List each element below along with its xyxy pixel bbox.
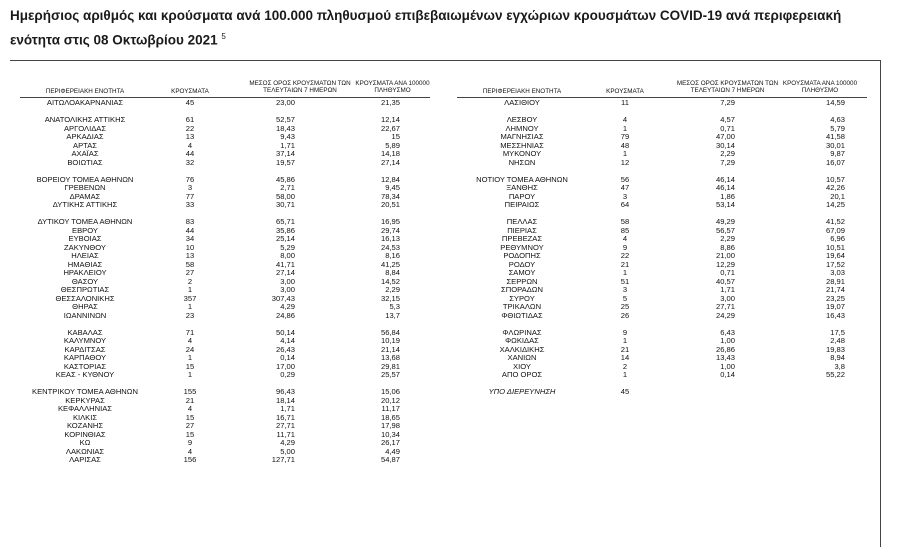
region-name: ΑΠΟ ΟΡΟΣ: [501, 370, 543, 379]
cases-per-100k: 29,81: [380, 361, 400, 371]
cases-count: 4: [187, 404, 193, 413]
region-name: ΘΗΡΑΣ: [72, 302, 98, 311]
cases-per-100k: 24,53: [380, 242, 400, 252]
cases-count: 4: [622, 115, 628, 124]
seven-day-average: 65,71: [275, 217, 295, 226]
table-row: [10, 455, 881, 465]
seven-day-average: 7,29: [720, 157, 735, 167]
seven-day-average: 46,14: [715, 183, 735, 192]
cases-per-100k: 3,8: [834, 361, 845, 371]
cases-per-100k: 15: [391, 132, 400, 141]
region-name: ΡΕΘΥΜΝΟΥ: [500, 242, 544, 252]
seven-day-average: 1,86: [720, 191, 735, 201]
region-name: ΡΟΔΟΠΗΣ: [503, 251, 541, 260]
region-name: ΔΥΤΙΚΟΥ ΤΟΜΕΑ ΑΘΗΝΩΝ: [37, 217, 133, 226]
region-name: ΚΕΦΑΛΛΗΝΙΑΣ: [57, 404, 113, 413]
region-name: ΚΩ: [79, 438, 91, 447]
cases-per-100k: 4,49: [385, 446, 400, 456]
cases-count: 56: [620, 174, 630, 184]
region-name: ΧΙΟΥ: [513, 361, 531, 371]
cases-per-100k: 14,18: [380, 149, 400, 158]
region-name: ΜΑΓΝΗΣΙΑΣ: [500, 132, 544, 141]
cases-count: 32: [185, 157, 195, 167]
cases-count: 27: [185, 421, 195, 430]
cases-count: 51: [620, 276, 630, 286]
cases-count: 4: [187, 140, 193, 150]
left-header-cases: ΚΡΟΥΣΜΑΤΑ: [171, 88, 209, 95]
cases-count: 1: [187, 370, 193, 379]
cases-per-100k: 6,96: [830, 234, 845, 243]
region-name: ΛΑΣΙΘΙΟΥ: [504, 98, 540, 107]
seven-day-average: 26,86: [715, 344, 735, 354]
cases-per-100k: 41,25: [380, 259, 400, 269]
cases-count: 61: [185, 115, 195, 124]
cases-per-100k: 27,14: [380, 157, 400, 167]
seven-day-average: 1,00: [720, 336, 735, 345]
region-name: ΛΗΜΝΟΥ: [505, 123, 539, 133]
cases-per-100k: 10,34: [380, 429, 400, 439]
seven-day-average: 3,00: [280, 285, 295, 294]
cases-per-100k: 13,7: [385, 310, 400, 320]
region-name: ΚΑΒΑΛΑΣ: [67, 327, 103, 337]
cases-per-100k: 29,74: [380, 225, 400, 235]
seven-day-average: 58,00: [275, 191, 295, 201]
seven-day-average: 9,43: [280, 132, 295, 141]
cases-per-100k: 3,03: [830, 268, 845, 277]
seven-day-average: 4,57: [720, 115, 735, 124]
table-row: [10, 387, 881, 397]
region-name: ΚΑΣΤΟΡΙΑΣ: [63, 361, 107, 371]
region-name: ΡΟΔΟΥ: [508, 259, 536, 269]
seven-day-average: 2,29: [720, 234, 735, 243]
table-row: [10, 370, 881, 380]
cases-per-100k: 19,07: [825, 302, 845, 311]
cases-per-100k: 8,84: [385, 268, 400, 277]
cases-count: 4: [187, 336, 193, 345]
table-row: [10, 98, 881, 108]
cases-count: 155: [183, 387, 197, 396]
seven-day-average: 30,14: [715, 140, 735, 150]
right-header-per100k: ΚΡΟΥΣΜΑΤΑ ΑΝΑ 100000 ΠΛΗΘΥΣΜΟ: [782, 80, 858, 94]
cases-count: 77: [185, 191, 195, 201]
region-name: ΗΡΑΚΛΕΙΟΥ: [63, 268, 107, 277]
cases-count: 48: [620, 140, 630, 150]
region-name: ΞΑΝΘΗΣ: [506, 183, 538, 192]
seven-day-average: 0,14: [720, 370, 735, 379]
region-name: ΘΕΣΠΡΩΤΙΑΣ: [60, 285, 110, 294]
cases-per-100k: 17,5: [830, 327, 845, 337]
seven-day-average: 18,14: [275, 395, 295, 405]
region-name: ΔΡΑΜΑΣ: [69, 191, 101, 201]
seven-day-average: 23,00: [275, 98, 295, 107]
cases-count: 357: [183, 293, 197, 303]
region-name: ΧΑΝΙΩΝ: [507, 353, 537, 362]
cases-count: 3: [187, 183, 193, 192]
seven-day-average: 47,00: [715, 132, 735, 141]
region-name: ΚΑΡΠΑΘΟΥ: [63, 353, 107, 362]
cases-per-100k: 10,57: [825, 174, 845, 184]
seven-day-average: 26,43: [275, 344, 295, 354]
cases-per-100k: 5,79: [830, 123, 845, 133]
cases-per-100k: 9,45: [385, 183, 400, 192]
seven-day-average: 52,57: [275, 115, 295, 124]
seven-day-average: 4,14: [280, 336, 295, 345]
region-name: ΕΒΡΟΥ: [72, 225, 98, 235]
seven-day-average: 24,86: [275, 310, 295, 320]
seven-day-average: 3,00: [280, 276, 295, 286]
seven-day-average: 4,29: [280, 438, 295, 447]
cases-count: 3: [622, 191, 628, 201]
cases-per-100k: 42,26: [825, 183, 845, 192]
region-name: ΣΕΡΡΩΝ: [506, 276, 538, 286]
cases-per-100k: 28,91: [825, 276, 845, 286]
cases-count: 33: [185, 200, 195, 209]
cases-per-100k: 12,84: [380, 174, 400, 184]
seven-day-average: 1,71: [280, 404, 295, 413]
cases-count: 34: [185, 234, 195, 243]
cases-count: 21: [620, 259, 630, 269]
seven-day-average: 24,29: [715, 310, 735, 320]
cases-per-100k: 10,19: [380, 336, 400, 345]
cases-per-100k: 8,94: [830, 353, 845, 362]
cases-count: 22: [185, 123, 195, 133]
seven-day-average: 6,43: [720, 327, 735, 337]
table-top-border: [10, 60, 881, 61]
cases-count: 76: [185, 174, 195, 184]
page-title: [10, 5, 870, 51]
region-name: ΘΕΣΣΑΛΟΝΙΚΗΣ: [55, 293, 115, 303]
cases-per-100k: 16,95: [380, 217, 400, 226]
cases-per-100k: 26,17: [380, 438, 400, 447]
cases-per-100k: 32,15: [380, 293, 400, 303]
cases-per-100k: 8,16: [385, 251, 400, 260]
region-name: ΜΕΣΣΗΝΙΑΣ: [500, 140, 544, 150]
seven-day-average: 12,29: [715, 259, 735, 269]
cases-per-100k: 5,3: [389, 302, 400, 311]
cases-per-100k: 9,87: [830, 149, 845, 158]
seven-day-average: 27,14: [275, 268, 295, 277]
cases-per-100k: 13,68: [380, 353, 400, 362]
cases-count: 58: [620, 217, 630, 226]
region-name: ΚΑΡΔΙΤΣΑΣ: [64, 344, 106, 354]
cases-per-100k: 67,09: [825, 225, 845, 235]
seven-day-average: 50,14: [275, 327, 295, 337]
cases-per-100k: 16,43: [825, 310, 845, 320]
cases-count: 1: [622, 123, 628, 133]
cases-per-100k: 14,25: [825, 200, 845, 209]
seven-day-average: 45,86: [275, 174, 295, 184]
cases-count: 45: [620, 387, 630, 396]
cases-per-100k: 25,57: [380, 370, 400, 379]
cases-per-100k: 5,89: [385, 140, 400, 150]
cases-count: 25: [620, 302, 630, 311]
cases-count: 24: [185, 344, 195, 354]
region-name: ΑΝΑΤΟΛΙΚΗΣ ΑΤΤΙΚΗΣ: [44, 115, 126, 124]
region-name: ΦΛΩΡΙΝΑΣ: [502, 327, 542, 337]
seven-day-average: 5,29: [280, 242, 295, 252]
cases-per-100k: 12,14: [380, 115, 400, 124]
seven-day-average: 27,71: [715, 302, 735, 311]
region-name: ΜΥΚΟΝΟΥ: [502, 149, 542, 158]
cases-per-100k: 23,25: [825, 293, 845, 303]
cases-per-100k: 30,01: [825, 140, 845, 150]
seven-day-average: 5,00: [280, 446, 295, 456]
cases-count: 1: [622, 149, 628, 158]
seven-day-average: 2,29: [720, 149, 735, 158]
seven-day-average: 56,57: [715, 225, 735, 235]
seven-day-average: 16,71: [275, 412, 295, 422]
cases-per-100k: 14,52: [380, 276, 400, 286]
region-name: ΑΡΓΟΛΙΔΑΣ: [63, 123, 107, 133]
cases-count: 11: [621, 98, 629, 107]
cases-count: 47: [620, 183, 630, 192]
seven-day-average: 27,71: [275, 421, 295, 430]
cases-count: 1: [622, 268, 628, 277]
cases-per-100k: 21,74: [825, 285, 845, 294]
cases-count: 1: [622, 370, 628, 379]
cases-per-100k: 19,64: [825, 251, 845, 260]
cases-count: 14: [620, 353, 630, 362]
cases-count: 9: [187, 438, 193, 447]
region-name: ΑΧΑΪΑΣ: [71, 149, 99, 158]
seven-day-average: 21,00: [715, 251, 735, 260]
region-name: ΛΕΣΒΟΥ: [506, 115, 538, 124]
region-name: ΧΑΛΚΙΔΙΚΗΣ: [499, 344, 545, 354]
cases-count: 15: [185, 429, 195, 439]
cases-per-100k: 14,59: [825, 98, 845, 107]
seven-day-average: 3,00: [720, 293, 735, 303]
region-name: ΣΥΡΟΥ: [509, 293, 535, 303]
region-name: ΚΟΖΑΝΗΣ: [66, 421, 104, 430]
seven-day-average: 96,43: [275, 387, 295, 396]
cases-per-100k: 78,34: [380, 191, 400, 201]
cases-per-100k: 2,29: [385, 285, 400, 294]
cases-table: [10, 60, 881, 547]
cases-count: 4: [187, 446, 193, 456]
cases-per-100k: 11,17: [381, 404, 400, 413]
right-header-avg7: ΜΕΣΟΣ ΟΡΟΣ ΚΡΟΥΣΜΑΤΩΝ ΤΩΝ ΤΕΛΕΥΤΑΙΩΝ 7 ΗΜΕΡΩΝ: [676, 80, 779, 94]
region-name: ΚΕΑΣ - ΚΥΘΝΟΥ: [55, 370, 115, 379]
seven-day-average: 40,57: [715, 276, 735, 286]
region-name: ΝΗΣΩΝ: [508, 157, 536, 167]
region-name: ΣΠΟΡΑΔΩΝ: [501, 285, 543, 294]
region-name: ΘΑΣΟΥ: [71, 276, 99, 286]
cases-count: 71: [185, 327, 195, 337]
region-name: ΑΡΚΑΔΙΑΣ: [66, 132, 104, 141]
cases-per-100k: 16,07: [825, 157, 845, 167]
cases-count: 9: [622, 327, 628, 337]
seven-day-average: 7,29: [720, 98, 735, 107]
region-name: ΠΕΙΡΑΙΩΣ: [504, 200, 540, 209]
title-text: Ημερήσιος αριθμός και κρούσματα ανά 100.000 πληθυσμού επιβεβαιωμένων εγχώριων κρουσμάτων COVID-19 ανά περιφερειακή ενότητα στις 08 Οκτωβρίου 2021: [10, 8, 842, 48]
seven-day-average: 1,00: [720, 361, 735, 371]
seven-day-average: 1,71: [280, 140, 295, 150]
region-name: ΦΩΚΙΔΑΣ: [505, 336, 539, 345]
seven-day-average: 18,43: [275, 123, 295, 133]
cases-count: 21: [620, 344, 630, 354]
seven-day-average: 4,29: [280, 302, 295, 311]
cases-per-100k: 41,58: [825, 132, 845, 141]
cases-count: 2: [622, 361, 628, 371]
region-name: ΚΙΛΚΙΣ: [72, 412, 98, 422]
region-name: ΛΑΚΩΝΙΑΣ: [65, 446, 105, 456]
cases-per-100k: 15,06: [380, 387, 400, 396]
table-row: [10, 311, 881, 321]
seven-day-average: 37,14: [275, 149, 295, 158]
region-name: ΤΡΙΚΑΛΩΝ: [502, 302, 542, 311]
seven-day-average: 2,71: [280, 183, 295, 192]
seven-day-average: 8,86: [720, 242, 735, 252]
region-name: ΦΘΙΩΤΙΔΑΣ: [501, 310, 543, 320]
region-name: ΔΥΤΙΚΗΣ ΑΤΤΙΚΗΣ: [52, 200, 118, 209]
region-name: ΖΑΚΥΝΘΟΥ: [64, 242, 106, 252]
cases-per-100k: 41,52: [825, 217, 845, 226]
region-name: ΝΟΤΙΟΥ ΤΟΜΕΑ ΑΘΗΝΩΝ: [476, 174, 568, 184]
seven-day-average: 35,86: [275, 225, 295, 235]
cases-count: 9: [622, 242, 628, 252]
table-row: [10, 158, 881, 168]
cases-count: 1: [187, 302, 193, 311]
cases-per-100k: 18,65: [380, 412, 400, 422]
region-name: ΕΥΒΟΙΑΣ: [68, 234, 102, 243]
cases-per-100k: 2,48: [830, 336, 845, 345]
region-name: ΠΙΕΡΙΑΣ: [507, 225, 537, 235]
seven-day-average: 25,14: [275, 234, 295, 243]
cases-count: 58: [185, 259, 195, 269]
cases-count: 15: [185, 361, 195, 371]
cases-count: 10: [185, 242, 195, 252]
seven-day-average: 17,00: [275, 361, 295, 371]
seven-day-average: 1,71: [720, 285, 735, 294]
cases-per-100k: 55,22: [825, 370, 845, 379]
right-header-cases: ΚΡΟΥΣΜΑΤΑ: [606, 88, 644, 95]
right-header-region: ΠΕΡΙΦΕΡΕΙΑΚΗ ΕΝΟΤΗΤΑ: [482, 88, 562, 95]
cases-per-100k: 21,14: [380, 344, 400, 354]
cases-count: 2: [187, 276, 193, 286]
cases-count: 156: [183, 455, 197, 464]
region-name: ΠΑΡΟΥ: [508, 191, 536, 201]
cases-per-100k: 22,67: [380, 123, 400, 133]
seven-day-average: 19,57: [275, 157, 295, 167]
cases-count: 83: [185, 217, 195, 226]
seven-day-average: 53,14: [715, 200, 735, 209]
cases-count: 13: [185, 251, 195, 260]
cases-count: 23: [185, 310, 195, 320]
seven-day-average: 41,71: [275, 259, 295, 269]
seven-day-average: 307,43: [271, 293, 295, 303]
seven-day-average: 30,71: [275, 200, 295, 209]
seven-day-average: 8,00: [280, 251, 295, 260]
cases-count: 5: [622, 293, 628, 303]
cases-per-100k: 10,51: [825, 242, 845, 252]
region-name: ΣΑΜΟΥ: [508, 268, 536, 277]
left-header-region: ΠΕΡΙΦΕΡΕΙΑΚΗ ΕΝΟΤΗΤΑ: [45, 88, 125, 95]
cases-count: 44: [185, 225, 195, 235]
cases-count: 27: [185, 268, 195, 277]
seven-day-average: 11,71: [276, 429, 295, 439]
cases-count: 1: [187, 353, 193, 362]
cases-per-100k: 54,87: [380, 455, 400, 464]
cases-count: 79: [620, 132, 630, 141]
region-name: ΗΛΕΙΑΣ: [71, 251, 99, 260]
cases-count: 15: [185, 412, 195, 422]
region-name: ΛΑΡΙΣΑΣ: [69, 455, 101, 464]
cases-count: 85: [620, 225, 630, 235]
region-name: ΑΡΤΑΣ: [73, 140, 97, 150]
cases-per-100k: 56,84: [380, 327, 400, 337]
cases-count: 64: [620, 200, 630, 209]
left-header-avg7: ΜΕΣΟΣ ΟΡΟΣ ΚΡΟΥΣΜΑΤΩΝ ΤΩΝ ΤΕΛΕΥΤΑΙΩΝ 7 ΗΜΕΡΩΝ: [249, 80, 351, 94]
region-name: ΓΡΕΒΕΝΩΝ: [64, 183, 106, 192]
seven-day-average: 0,29: [280, 370, 295, 379]
cases-count: 44: [185, 149, 195, 158]
cases-count: 12: [620, 157, 630, 167]
cases-per-100k: 20,51: [380, 200, 400, 209]
seven-day-average: 0,71: [720, 268, 735, 277]
region-name: ΚΑΛΥΜΝΟΥ: [63, 336, 107, 345]
region-name: ΚΟΡΙΝΘΙΑΣ: [64, 429, 106, 439]
cases-per-100k: 16,13: [380, 234, 400, 243]
cases-count: 45: [185, 98, 195, 107]
cases-count: 22: [620, 251, 630, 260]
cases-count: 26: [620, 310, 630, 320]
region-name: ΙΩΑΝΝΙΝΩΝ: [63, 310, 107, 320]
cases-per-100k: 20,12: [380, 395, 400, 405]
cases-per-100k: 17,98: [380, 421, 400, 430]
region-name: ΗΜΑΘΙΑΣ: [67, 259, 103, 269]
cases-per-100k: 4,63: [830, 115, 845, 124]
seven-day-average: 49,29: [715, 217, 735, 226]
seven-day-average: 0,14: [280, 353, 295, 362]
table-row: [10, 200, 881, 210]
cases-count: 1: [622, 336, 628, 345]
left-header-per100k: ΚΡΟΥΣΜΑΤΑ ΑΝΑ 100000 ΠΛΗΘΥΣΜΟ: [355, 80, 430, 94]
region-name: ΒΟΙΩΤΙΑΣ: [67, 157, 103, 167]
cases-per-100k: 19,83: [825, 344, 845, 354]
cases-per-100k: 20,1: [830, 191, 845, 201]
seven-day-average: 127,71: [271, 455, 295, 464]
region-name: ΥΠΟ ΔΙΕΡΕΥΝΗΣΗ: [488, 387, 556, 396]
region-name: ΚΕΝΤΡΙΚΟΥ ΤΟΜΕΑ ΑΘΗΝΩΝ: [32, 387, 138, 396]
cases-count: 4: [622, 234, 628, 243]
title-footnote: 5: [221, 32, 226, 41]
region-name: ΠΕΛΛΑΣ: [506, 217, 538, 226]
cases-count: 13: [185, 132, 195, 141]
cases-count: 1: [187, 285, 193, 294]
seven-day-average: 0,71: [720, 123, 735, 133]
region-name: ΚΕΡΚΥΡΑΣ: [65, 395, 105, 405]
cases-count: 21: [185, 395, 195, 405]
cases-count: 3: [622, 285, 628, 294]
region-name: ΑΙΤΩΛΟΑΚΑΡΝΑΝΙΑΣ: [46, 98, 124, 107]
cases-per-100k: 17,52: [825, 259, 845, 269]
seven-day-average: 46,14: [715, 174, 735, 184]
cases-per-100k: 21,35: [380, 98, 400, 107]
region-name: ΠΡΕΒΕΖΑΣ: [501, 234, 543, 243]
region-name: ΒΟΡΕΙΟΥ ΤΟΜΕΑ ΑΘΗΝΩΝ: [36, 174, 134, 184]
seven-day-average: 13,43: [715, 353, 735, 362]
